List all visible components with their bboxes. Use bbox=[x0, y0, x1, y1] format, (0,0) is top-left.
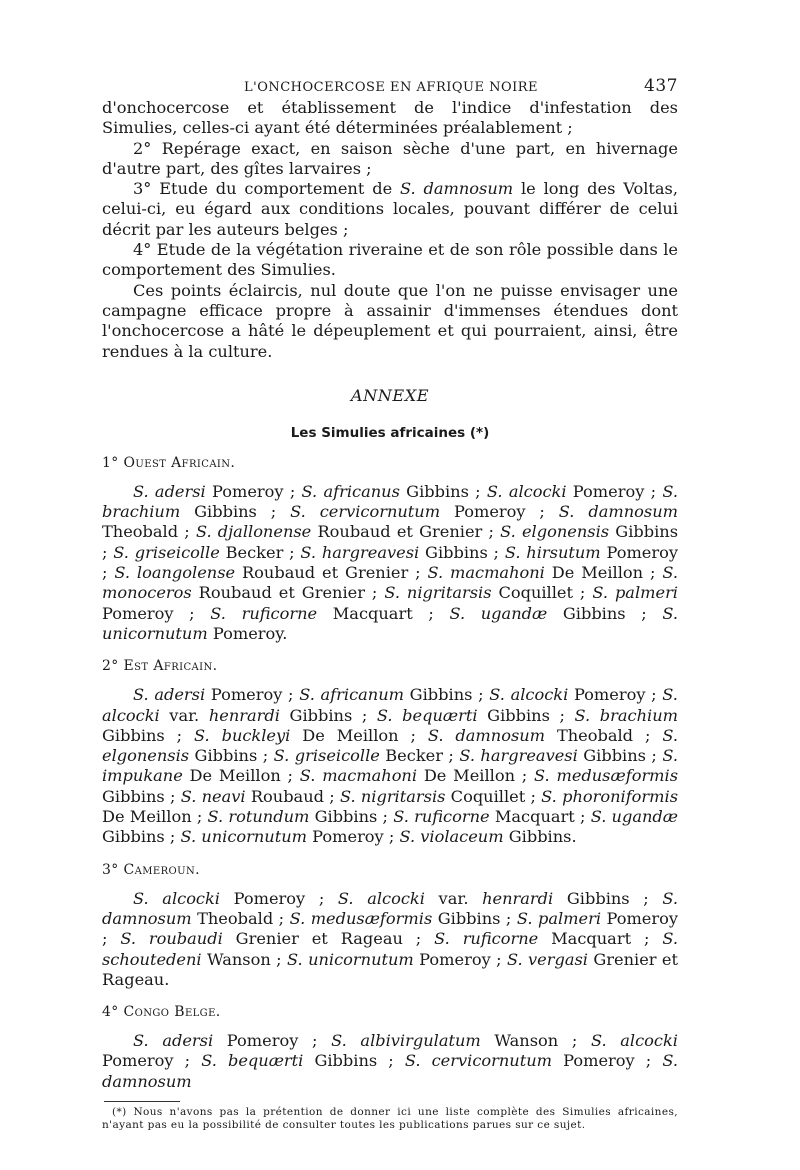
authority-text: var. bbox=[424, 888, 483, 908]
authority-text: Gibbins ; bbox=[102, 786, 181, 806]
species-name: S. ruficorne bbox=[210, 603, 318, 623]
page-number: 437 bbox=[644, 76, 678, 96]
footnote-divider bbox=[104, 1101, 180, 1102]
species-name: S. hargreavesi bbox=[459, 746, 578, 766]
species-list bbox=[102, 1031, 678, 1092]
authority-text: Grenier et Rageau. bbox=[102, 949, 679, 989]
authority-text: Roubaud et Grenier ; bbox=[311, 522, 501, 542]
species-name: S. alcocki bbox=[489, 685, 569, 705]
authority-text: De Meillon ; bbox=[182, 766, 300, 786]
authority-text: De Meillon ; bbox=[417, 766, 535, 786]
item-3-prefix: 3° Etude du comportement de bbox=[133, 179, 401, 199]
species-name: S. neavi bbox=[180, 786, 246, 806]
species-name: S. damnosum bbox=[102, 888, 679, 928]
authority-text: Gibbins ; bbox=[303, 1051, 405, 1071]
species-sections bbox=[102, 455, 678, 1092]
species-name: S. africanus bbox=[301, 481, 400, 501]
section-title: 1° Ouest Africain. bbox=[102, 454, 236, 471]
authority-text: Gibbins ; bbox=[477, 705, 575, 725]
species-name: S. monoceros bbox=[102, 563, 678, 603]
annexe-subtitle: Les Simulies africaines (*) bbox=[290, 424, 490, 441]
species-name: S. djallonense bbox=[195, 522, 312, 542]
species-name: S. nigritarsis bbox=[339, 786, 446, 806]
species-name: S. griseicolle bbox=[113, 542, 220, 562]
authority-text: Theobald ; bbox=[102, 522, 196, 542]
authority-text: Macquart ; bbox=[317, 603, 450, 623]
section-title: 2° Est Africain. bbox=[102, 658, 218, 675]
authority-text: Pomeroy ; bbox=[413, 949, 507, 969]
species-name: S. adersi bbox=[133, 481, 206, 501]
species-list bbox=[102, 482, 678, 644]
authority-text: Gibbins ; bbox=[309, 807, 394, 827]
authority-text: Theobald ; bbox=[545, 725, 663, 745]
species-name: S. elgonensis bbox=[500, 522, 610, 542]
section-title: 4° Congo Belge. bbox=[102, 1004, 221, 1021]
species-name: S. hirsutum bbox=[504, 542, 601, 562]
authority-text: Pomeroy ; bbox=[102, 908, 679, 949]
species-name: S. medusæformis bbox=[289, 908, 433, 928]
species-name: S. roubaudi bbox=[120, 929, 223, 949]
species-name: S. damnosum bbox=[427, 725, 546, 745]
species-name: S. damnosum bbox=[558, 502, 678, 522]
authority-text: De Meillon ; bbox=[102, 807, 208, 827]
species-name: S. cervicornutum bbox=[290, 502, 441, 522]
authority-text: Gibbins. bbox=[503, 827, 577, 847]
authority-text: Pomeroy ; bbox=[213, 1031, 332, 1051]
species-list bbox=[102, 889, 678, 990]
species-name: S. alcocki bbox=[337, 888, 425, 908]
species-name: S. impukane bbox=[102, 746, 678, 786]
species-name: S. unicornutum bbox=[180, 827, 308, 847]
authority-text: Gibbins ; bbox=[547, 603, 663, 623]
species-name: S. phoroniformis bbox=[541, 786, 679, 806]
species-name: S. griseicolle bbox=[273, 746, 380, 766]
authority-text: Wanson ; bbox=[201, 949, 288, 969]
species-name: S. alcocki bbox=[486, 481, 567, 501]
paragraph-item-4: 4° Etude de la végétation riveraine et de son rôle possible dans le comportement des Simulies. bbox=[102, 240, 678, 280]
species-name: S. ugandæ bbox=[449, 603, 548, 623]
section-title: 3° Cameroun. bbox=[102, 861, 200, 878]
paragraph-item-2: 2° Repérage exact, en saison sèche d'une part, en hivernage d'autre part, des gîtes larvaires ; bbox=[102, 138, 678, 178]
species-name: S. loangolense bbox=[114, 563, 236, 583]
species-name: S. nigritarsis bbox=[384, 583, 492, 603]
paragraph-conclusion: Ces points éclaircis, nul doute que l'on ne puisse envisager une campagne efficace propre à assainir d'immenses étendues dont l'onchocercose a hâté le dépeuplement et qui pourraient, ainsi, être rendues à la culture. bbox=[102, 280, 678, 361]
authority-text: Gibbins ; bbox=[432, 908, 517, 928]
authority-text: Roubaud ; bbox=[245, 786, 340, 806]
item-3-suffix: le long des Voltas, celui-ci, eu égard aux conditions locales, pouvant différer de celui décrit par les auteurs belges ; bbox=[102, 179, 678, 239]
species-name: S. palmeri bbox=[516, 908, 601, 928]
authority-text: Gibbins ; bbox=[577, 746, 663, 766]
authority-text: Gibbins ; bbox=[102, 827, 181, 847]
authority-text: Coquillet ; bbox=[491, 583, 593, 603]
species-name: S. brachium bbox=[102, 481, 678, 522]
authority-text: Wanson ; bbox=[480, 1031, 591, 1051]
species-name: S. alcocki bbox=[102, 685, 678, 725]
authority-text: Pomeroy ; bbox=[205, 685, 300, 705]
authority-text: Gibbins ; bbox=[189, 746, 274, 766]
species-name: S. brachium bbox=[574, 705, 678, 725]
authority-text: Pomeroy ; bbox=[205, 481, 302, 501]
authority-text: Pomeroy ; bbox=[568, 685, 663, 705]
footnote: (*) Nous n'avons pas la prétention de donner ici une liste complète des Simulies africaines, n'ayant pas eu la possibilité de consulter toutes les publications parues sur ce sujet. bbox=[102, 1105, 678, 1131]
species-name: S. medusæformis bbox=[534, 766, 679, 786]
species-name: S. adersi bbox=[133, 685, 206, 705]
authority-text: Pomeroy ; bbox=[102, 1051, 202, 1071]
annexe-title: ANNEXE bbox=[350, 385, 430, 405]
species-name: S. africanum bbox=[299, 685, 404, 705]
authority-text: Roubaud et Grenier ; bbox=[191, 583, 385, 603]
authority-text: Pomeroy ; bbox=[307, 827, 400, 847]
authority-text: Gibbins ; bbox=[102, 522, 678, 562]
paragraph-item-3 bbox=[102, 179, 678, 240]
species-name: S. ruficorne bbox=[434, 929, 539, 949]
authority-text: Grenier et Rageau ; bbox=[222, 929, 435, 949]
authority-text: Pomeroy ; bbox=[102, 542, 679, 583]
page-header bbox=[102, 74, 678, 98]
authority-text: Pomeroy ; bbox=[566, 481, 663, 501]
species-name: S. alcocki bbox=[590, 1031, 678, 1051]
species-name: S. macmahoni bbox=[299, 766, 418, 786]
species-name: S. bequærti bbox=[376, 705, 478, 725]
authority-text: Gibbins ; bbox=[419, 542, 505, 562]
running-title: L'ONCHOCERCOSE EN AFRIQUE NOIRE bbox=[244, 80, 539, 95]
species-name: S. adersi bbox=[133, 1031, 214, 1051]
paragraph-continuation: d'onchocercose et établissement de l'indice d'infestation des Simulies, celles-ci ayant été déterminées préalablement ; bbox=[102, 98, 678, 138]
authority-text: De Meillon ; bbox=[290, 725, 428, 745]
authority-text: var. bbox=[159, 705, 209, 725]
species-name: henrardi bbox=[208, 705, 280, 725]
species-name: S. elgonensis bbox=[102, 725, 678, 766]
species-name: S. rotundum bbox=[207, 807, 310, 827]
authority-text: Pomeroy ; bbox=[220, 888, 338, 908]
authority-text: Pomeroy ; bbox=[552, 1051, 663, 1071]
authority-text: Gibbins ; bbox=[553, 888, 663, 908]
authority-text: Gibbins ; bbox=[404, 685, 490, 705]
authority-text: Roubaud et Grenier ; bbox=[235, 563, 428, 583]
authority-text: Pomeroy ; bbox=[102, 603, 211, 623]
species-name: S. violaceum bbox=[399, 827, 504, 847]
species-name: S. alcocki bbox=[133, 888, 220, 908]
authority-text: Pomeroy. bbox=[207, 623, 288, 643]
species-name: S. damnosum bbox=[102, 1051, 678, 1091]
authority-text: Pomeroy ; bbox=[440, 502, 559, 522]
authority-text: Coquillet ; bbox=[445, 786, 542, 806]
authority-text: Becker ; bbox=[219, 542, 301, 562]
species-name: S. albivirgulatum bbox=[331, 1031, 481, 1051]
species-name: S. ugandæ bbox=[590, 807, 678, 827]
authority-text: Gibbins ; bbox=[180, 502, 291, 522]
authority-text: Becker ; bbox=[379, 746, 460, 766]
species-name: S. macmahoni bbox=[427, 563, 545, 583]
species-name: S. ruficorne bbox=[393, 807, 490, 827]
authority-text: De Meillon ; bbox=[544, 563, 663, 583]
authority-text: Gibbins ; bbox=[279, 705, 377, 725]
species-name: S. unicornutum bbox=[287, 949, 414, 969]
species-name: S. buckleyi bbox=[194, 725, 291, 745]
species-name: S. bequærti bbox=[201, 1051, 304, 1071]
species-name: henrardi bbox=[482, 888, 554, 908]
authority-text: Macquart ; bbox=[489, 807, 591, 827]
species-name: S. unicornutum bbox=[102, 603, 678, 643]
authority-text: Theobald ; bbox=[191, 908, 290, 928]
species-name: S. cervicornutum bbox=[404, 1051, 553, 1071]
species-name: S. schoutedeni bbox=[102, 929, 678, 969]
species-name: S. hargreavesi bbox=[300, 542, 420, 562]
authority-text: Macquart ; bbox=[538, 929, 663, 949]
species-list bbox=[102, 685, 678, 847]
species-name: S. damnosum bbox=[400, 179, 514, 199]
authority-text: Gibbins ; bbox=[102, 725, 195, 745]
species-name: S. vergasi bbox=[506, 949, 588, 969]
authority-text: Gibbins ; bbox=[399, 481, 487, 501]
species-name: S. palmeri bbox=[592, 583, 678, 603]
document-page bbox=[102, 74, 678, 1132]
